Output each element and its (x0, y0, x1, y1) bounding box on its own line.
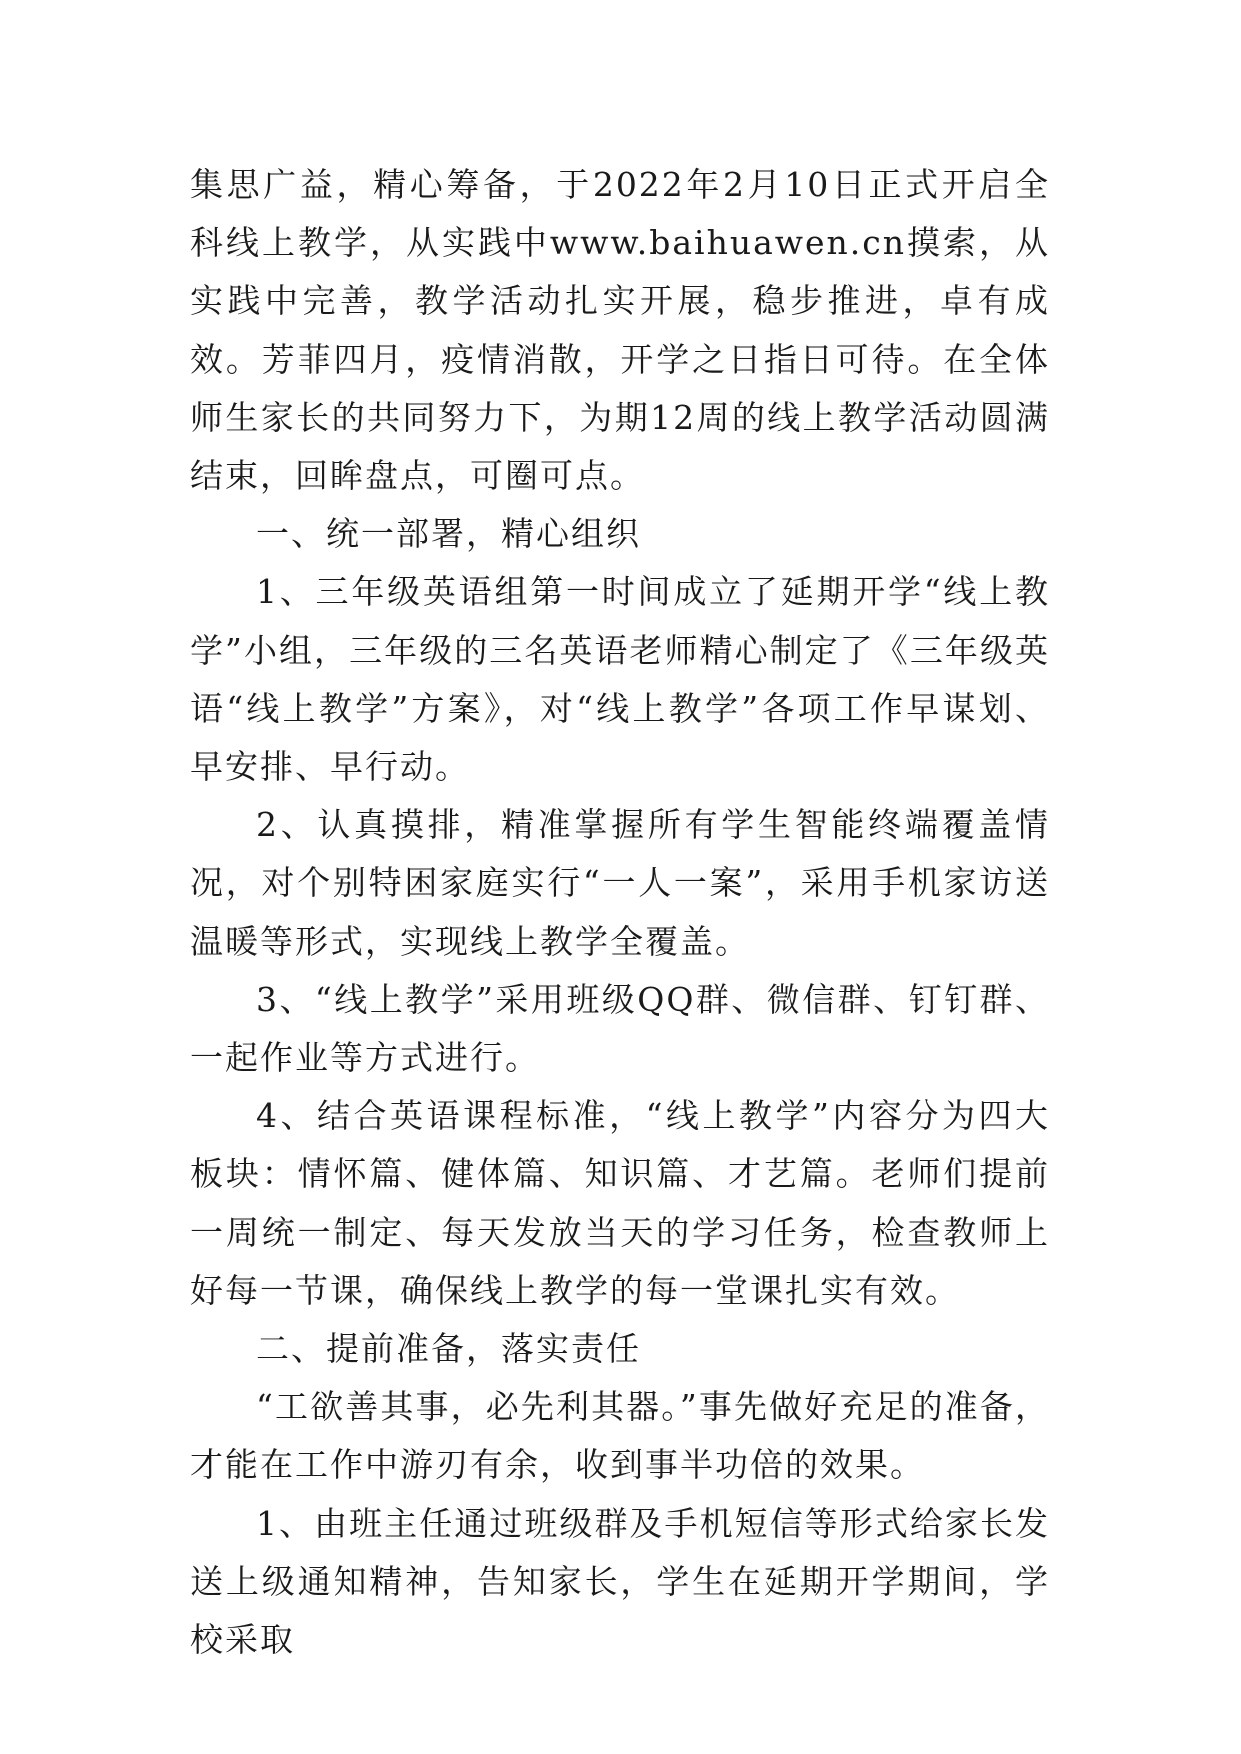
paragraph-intro: 集思广益，精心筹备，于2022年2月10日正式开启全科线上教学，从实践中www.baihuawen.cn摸索，从实践中完善，教学活动扎实开展，稳步推进，卓有成效。芳菲四月，疫情消散，开学之日指日可待。在全体师生家长的共同努力下，为期12周的线上教学活动圆满结束，回眸盘点，可圈可点。 (190, 165, 1050, 496)
paragraph-1-1: 1、三年级英语组第一时间成立了延期开学“线上教学”小组，三年级的三名英语老师精心制定了《三年级英语“线上教学”方案》，对“线上教学”各项工作早谋划、早安排、早行动。 (190, 572, 1050, 787)
paragraph-1-4: 4、结合英语课程标准，“线上教学”内容分为四大板块：情怀篇、健体篇、知识篇、才艺篇。老师们提前一周统一制定、每天发放当天的学习任务，检查教师上好每一节课，确保线上教学的每一堂课扎实有效。 (190, 1096, 1050, 1310)
document-body (190, 156, 1050, 1669)
paragraph-2-1: 1、由班主任通过班级群及手机短信等形式给家长发送上级通知精神，告知家长，学生在延期开学期间，学校采取 (190, 1503, 1050, 1660)
paragraph-1-2: 2、认真摸排，精准掌握所有学生智能终端覆盖情况，对个别特困家庭实行“一人一案”，采用手机家访送温暖等形式，实现线上教学全覆盖。 (190, 805, 1050, 961)
paragraph-quote: “工欲善其事，必先利其器。”事先做好充足的准备，才能在工作中游刃有余，收到事半功倍的效果。 (190, 1387, 1050, 1485)
section-heading-1: 一、统一部署，精心组织 (256, 514, 641, 554)
section-heading-2: 二、提前准备，落实责任 (256, 1329, 641, 1369)
paragraph-1-3: 3、“线上教学”采用班级QQ群、微信群、钉钉群、一起作业等方式进行。 (190, 979, 1050, 1078)
